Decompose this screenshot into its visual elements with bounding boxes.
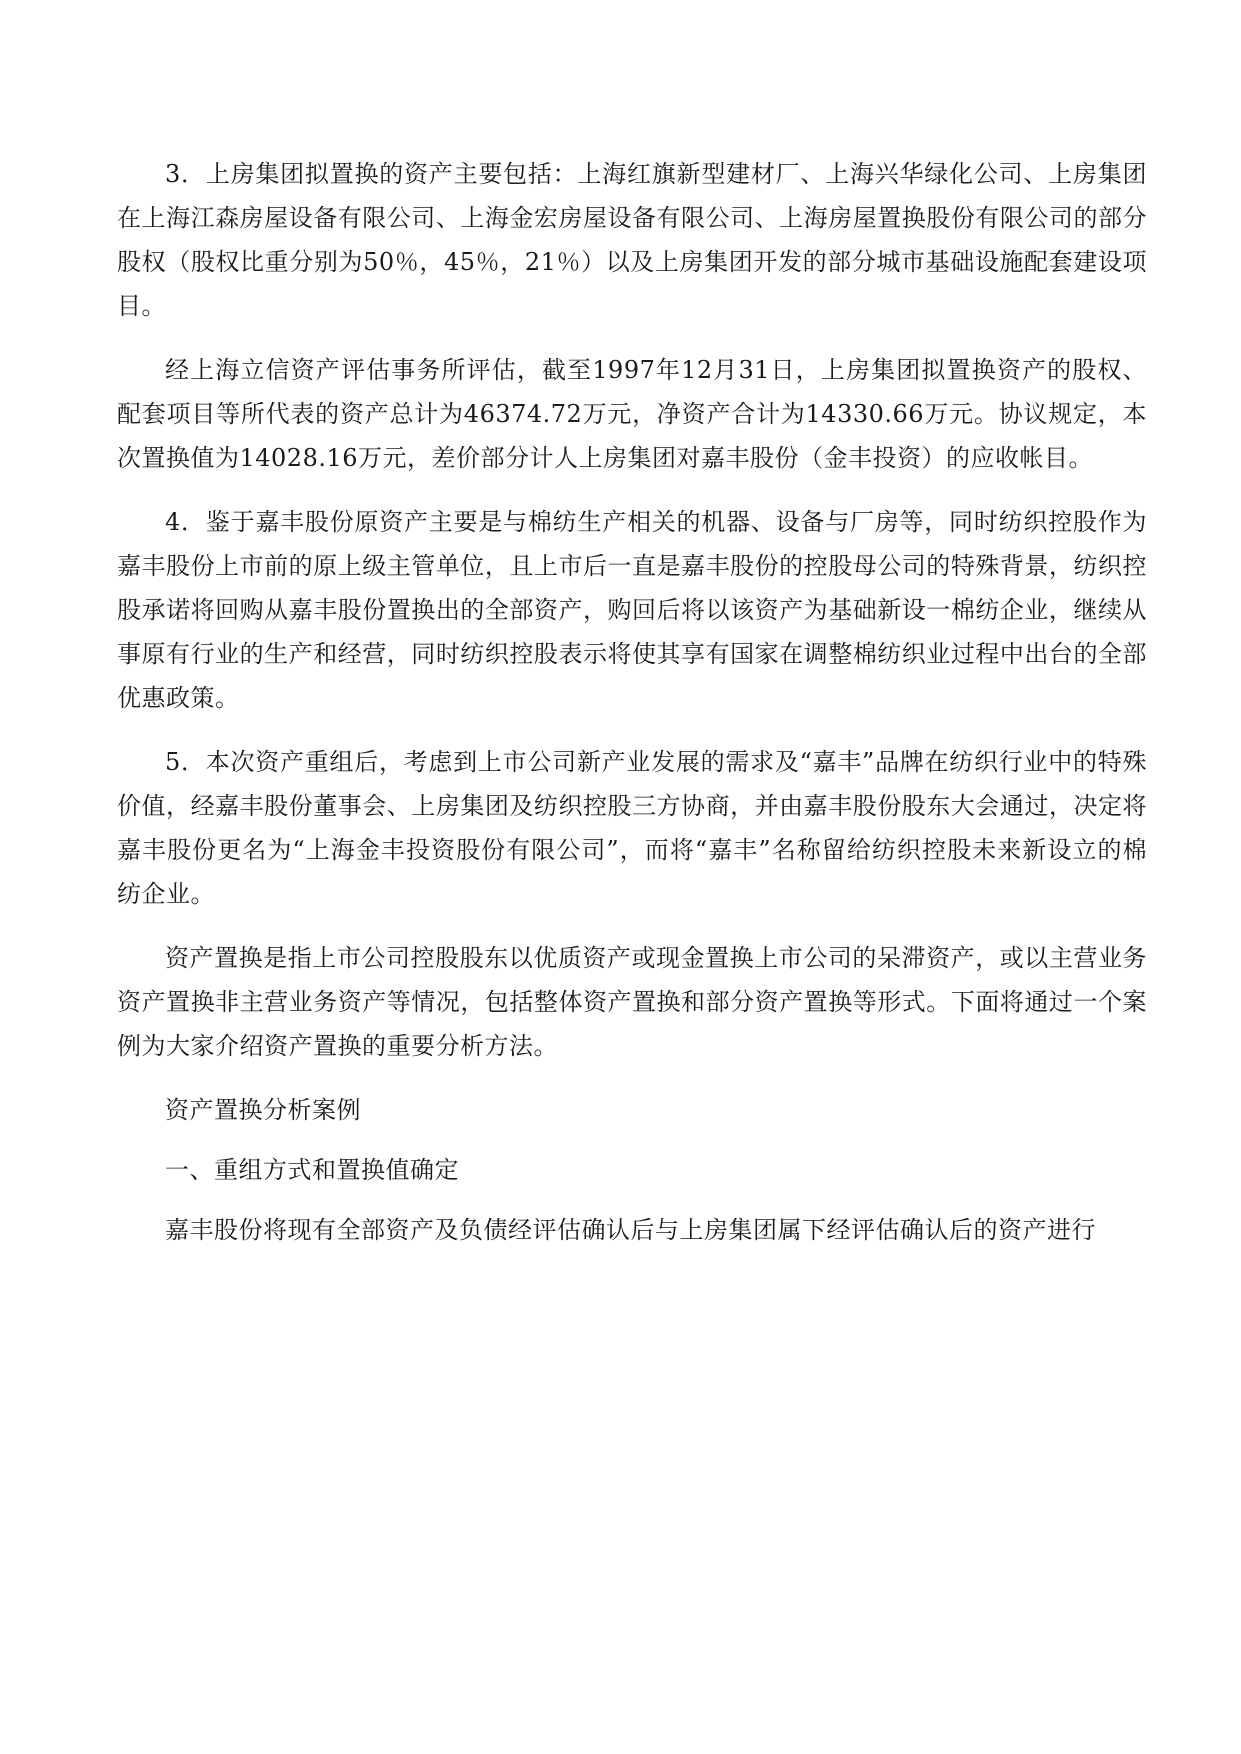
section-heading-restructuring: 一、重组方式和置换值确定 xyxy=(165,1156,459,1184)
paragraph-item-3: 3．上房集团拟置换的资产主要包括：上海红旗新型建材厂、上海兴华绿化公司、上房集团在上海江森房屋设备有限公司、上海金宏房屋设备有限公司、上海房屋置换股份有限公司的部分股权（股权比重分别为50％，45％，21％）以及上房集团开发的部分城市基础设施配套建设项目。 xyxy=(117,160,1147,320)
paragraph-item-4: 4．鉴于嘉丰股份原资产主要是与棉纺生产相关的机器、设备与厂房等，同时纺织控股作为嘉丰股份上市前的原上级主管单位，且上市后一直是嘉丰股份的控股母公司的特殊背景，纺织控股承诺将回购从嘉丰股份置换出的全部资产，购回后将以该资产为基础新设一棉纺企业，继续从事原有行业的生产和经营，同时纺织控股表示将使其享有国家在调整棉纺织业过程中出台的全部优惠政策。 xyxy=(117,508,1147,712)
paragraph-definition: 资产置换是指上市公司控股股东以优质资产或现金置换上市公司的呆滞资产，或以主营业务资产置换非主营业务资产等情况，包括整体资产置换和部分资产置换等形式。下面将通过一个案例为大家介绍资产置换的重要分析方法。 xyxy=(117,944,1147,1060)
section-heading-case: 资产置换分析案例 xyxy=(165,1096,361,1124)
paragraph-restructuring: 嘉丰股份将现有全部资产及负债经评估确认后与上房集团属下经评估确认后的资产进行 xyxy=(165,1216,1096,1244)
paragraph-item-5: 5．本次资产重组后，考虑到上市公司新产业发展的需求及“嘉丰”品牌在纺织行业中的特殊价值，经嘉丰股份董事会、上房集团及纺织控股三方协商，并由嘉丰股份股东大会通过，决定将嘉丰股份更名为“上海金丰投资股份有限公司”，而将“嘉丰”名称留给纺织控股未来新设立的棉纺企业。 xyxy=(117,748,1147,908)
paragraph-valuation: 经上海立信资产评估事务所评估，截至1997年12月31日，上房集团拟置换资产的股权、配套项目等所代表的资产总计为46374.72万元，净资产合计为14330.66万元。协议规定，本次置换值为14028.16万元，差价部分计人上房集团对嘉丰股份（金丰投资）的应收帐目。 xyxy=(117,356,1147,472)
document-body xyxy=(117,152,1147,1272)
